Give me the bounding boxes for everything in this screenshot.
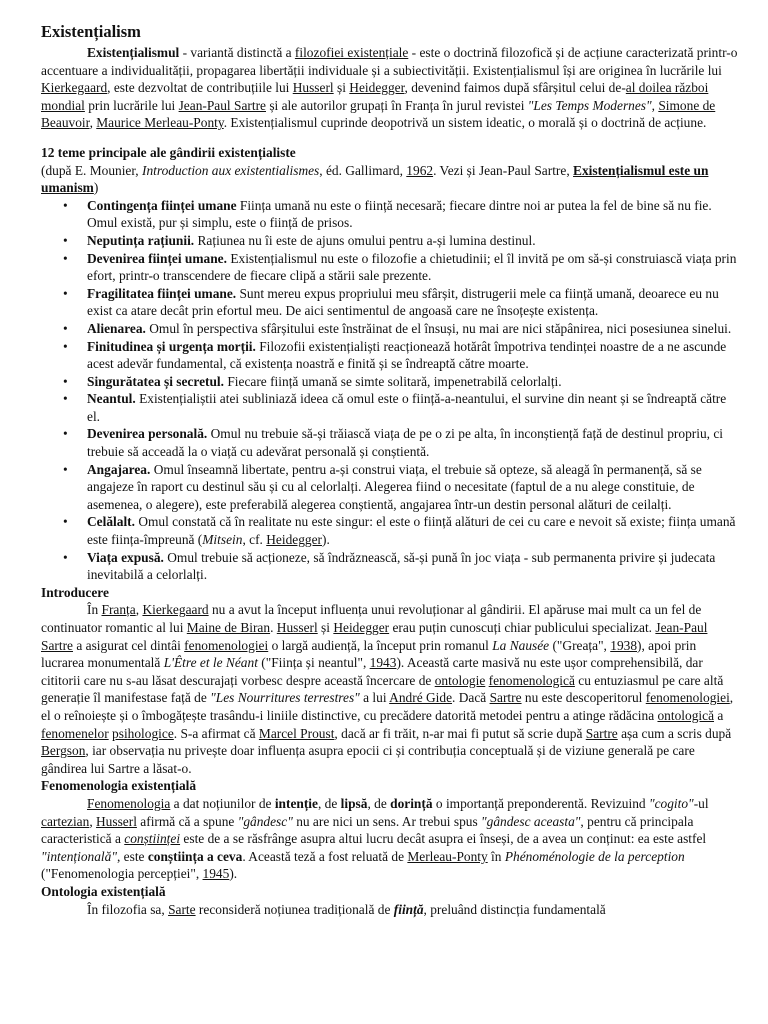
link-sartre[interactable]: Sartre	[585, 725, 618, 741]
term-bold: Existențialismul	[87, 45, 180, 60]
link-sartre[interactable]: Sartre	[489, 690, 522, 706]
intro-paragraph	[41, 44, 738, 132]
item-text: Existențialismul nu este o filozofie a chietudinii; el îl invită pe om să-și construiască viața prin efort, printr-o transcendere de fiecare clipă a stării sale prezente.	[87, 250, 737, 284]
link-ontologica[interactable]: ontologică	[657, 707, 715, 723]
themes-source	[41, 162, 738, 197]
item-text: Sunt mereu expus propriului meu sfârșit, distrugerii mele ca ființă umană, deoarece eu nu exist ca atare decât prin efortul meu. De aici sentimentul de angoasă care ne însoțește existența.	[87, 285, 719, 319]
text: nu este descoperitorul	[521, 690, 646, 706]
text: , iar observația nu privește doar influența asupra epocii ci și contribuția conceptuală și de viziune generală pe care gândirea lui Sartre a lăsat-o.	[41, 743, 695, 776]
text: erau puțin cunoscuți chiar publicului specializat.	[389, 620, 656, 635]
list-item	[87, 320, 738, 338]
themes-heading: 12 teme principale ale gândirii existențialiste	[41, 144, 296, 160]
list-item	[87, 461, 738, 514]
text: nu are nici un sens. Ar trebui spus	[292, 813, 482, 829]
link-franta[interactable]: Franța	[101, 602, 136, 618]
item-title: Devenirea personală.	[87, 426, 208, 442]
list-item	[87, 373, 738, 391]
link-andre-gide[interactable]: André Gide	[389, 690, 453, 706]
text: ,	[89, 813, 97, 829]
link-1943[interactable]: 1943	[369, 655, 397, 671]
item-title: Contingența ființei umane	[87, 197, 237, 213]
ontologia-paragraph	[41, 901, 738, 919]
text: (după E. Mounier,	[41, 162, 142, 178]
ontologia-heading: Ontologia existențială	[41, 883, 166, 899]
text: cu entuziasmul pe care altă generație îl manifestase față de	[41, 672, 724, 706]
item-text: Omul constată că în realitate nu este singur: el este o ființă alături de cei cu care e nevoit să existe; ființa umană este ființa-împreună (	[87, 514, 736, 548]
text: , éd. Gallimard,	[319, 162, 407, 178]
book-title: Introduction aux existentialismes	[142, 162, 320, 178]
link-heidegger[interactable]: Heidegger	[333, 620, 390, 635]
link-merleau-ponty[interactable]: Merleau-Ponty	[407, 848, 488, 864]
link-ontologie[interactable]: ontologie	[434, 672, 486, 688]
item-title: Neantul.	[87, 391, 136, 407]
item-text: Rațiunea nu îi este de ajuns omului pentru a-și lumina destinul.	[194, 232, 536, 248]
link-fenomenologia[interactable]: Fenomenologia	[87, 795, 171, 811]
text: a asigurat cel dintâi	[72, 637, 185, 653]
link-sartre[interactable]: Jean-Paul Sartre	[41, 620, 708, 653]
book-title: L'Être et le Néant	[163, 655, 258, 671]
text: )	[93, 180, 99, 196]
term-bold: lipsă	[340, 795, 368, 811]
journal-title: "Les Temps Modernes"	[527, 97, 652, 113]
text: ("Fenomenologia percepției",	[41, 866, 203, 882]
text: , devenind faimos după sfârșitul celui de-	[404, 80, 626, 96]
item-title: Fragilitatea ființei umane.	[87, 285, 237, 301]
text: o importanță preponderentă. Revizuind	[432, 795, 649, 811]
text: , el o reînoiește și o îmbogățește trasându-i liniile distinctive, cu precădere datorită metodei pentru a atinge rădăcina	[41, 690, 734, 723]
text: și ale autorilor grupați în Franța în jurul revistei	[265, 97, 528, 113]
link-constiintei[interactable]: conștiinței	[124, 831, 181, 847]
link-merleau-ponty[interactable]: Maurice Merleau-Ponty	[96, 115, 224, 131]
text: - este o doctrină filozofică și de acțiune caracterizată printr-o accentuare a individualității, propagarea libertății individuale și a subiectivității. Existențialismul își are originea în lucrările lui	[41, 45, 738, 78]
text: ("Greața",	[549, 637, 611, 653]
term-bold: conștiința a ceva	[147, 848, 243, 864]
text: - variantă distinctă a	[179, 45, 295, 60]
book-title: Phénoménologie de la perception	[504, 848, 685, 864]
item-text: Fiecare ființă umană se simte solitară, impenetrabilă celorlalți.	[224, 373, 562, 389]
list-item	[87, 390, 738, 425]
item-title: Angajarea.	[87, 461, 151, 477]
link-existentialism-humanism[interactable]: Existențialismul este un umanism	[41, 162, 709, 196]
link-fenomenelor[interactable]: fenomenelor	[41, 725, 109, 741]
fenomenologia-heading: Fenomenologia existențială	[41, 778, 197, 794]
text: . Această teză a fost reluată de	[242, 848, 408, 864]
text: . S-a afirmat că	[173, 725, 259, 741]
list-item	[87, 232, 738, 250]
text: În	[87, 602, 102, 618]
term-bold-italic: ființă	[393, 901, 424, 917]
text: așa cum a scris după	[617, 725, 732, 741]
item-text: Omul în perspectiva sfârșitului este înstrăinat de el însuși, nu mai are nici stăpânirea, nici posesiunea sinelui.	[145, 320, 732, 336]
introducere-heading: Introducere	[41, 584, 109, 600]
themes-list	[41, 197, 738, 584]
text: a dat noțiunilor de	[170, 795, 275, 811]
page-title: Existențialism	[41, 22, 141, 41]
text: nu a avut la început influența unui revoluționar al gândirii. El apăruse mai mult ca un fel de continuator romantic al lui	[41, 602, 702, 635]
link-1945[interactable]: 1945	[202, 866, 230, 882]
item-text: Existențialiștii atei subliniază ideea că omul este o ființă-a-neantului, el survine din neant și se îndreaptă către el.	[87, 391, 727, 424]
item-title: Alienarea.	[87, 320, 146, 336]
text: și	[333, 80, 350, 96]
link-1938[interactable]: 1938	[610, 637, 638, 653]
text: a	[714, 707, 724, 723]
text: este de a se răsfrânge asupra altui lucru decât asupra ei înseși, de a avea un conținut: ea este astfel	[180, 831, 707, 847]
text: . Dacă	[452, 690, 490, 706]
list-item	[87, 549, 738, 584]
term-italic: "gândesc aceasta"	[481, 813, 581, 829]
text: , pentru că principala caracteristică a	[41, 813, 694, 847]
term-italic: "cogito"	[648, 795, 694, 811]
text: ).	[229, 866, 238, 882]
link-bergson[interactable]: Bergson	[41, 743, 86, 759]
list-item	[87, 425, 738, 460]
link-marcel-proust[interactable]: Marcel Proust	[258, 725, 335, 741]
book-title: "Les Nourritures terrestres"	[210, 690, 360, 706]
item-title: Devenirea ființei umane.	[87, 250, 227, 266]
link-1962[interactable]: 1962	[406, 162, 434, 178]
book-title: La Nausée	[492, 637, 550, 653]
link-sarte[interactable]: Sarte	[168, 901, 196, 917]
text: . Vezi și Jean-Paul Sartre,	[433, 162, 574, 178]
link-sartre[interactable]: Jean-Paul Sartre	[178, 97, 266, 113]
text: În filozofia sa,	[87, 901, 169, 917]
text: . Existențialismul cuprinde deopotrivă un sistem ideatic, o morală și o doctrină de acțiune.	[223, 115, 707, 131]
term-italic: "intențională"	[41, 848, 117, 864]
link-fenomenologiei[interactable]: fenomenologiei	[645, 690, 730, 706]
introducere-paragraph	[41, 601, 738, 777]
text: reconsideră noțiunea tradițională de	[195, 901, 394, 917]
text: ), apoi prin lucrarea monumentală	[41, 637, 697, 671]
item-title: Singurătatea și secretul.	[87, 373, 224, 389]
link-war[interactable]: al doilea război mondial	[41, 80, 709, 113]
text: o largă audiență, la început prin romanul	[268, 637, 493, 653]
text: .	[270, 620, 277, 635]
item-title: Celălalt.	[87, 514, 135, 530]
item-title: Viața expusă.	[87, 549, 164, 565]
link-beauvoir[interactable]: Simone de Beauvoir	[41, 97, 716, 131]
link-fenomenologiei[interactable]: fenomenologiei	[184, 637, 269, 653]
text: și	[317, 620, 334, 635]
text: , dacă ar fi trăit, n-ar mai fi putut să scrie după	[334, 725, 586, 741]
link-kierkegaard[interactable]: Kierkegaard	[41, 80, 108, 96]
link-kierkegaard[interactable]: Kierkegaard	[142, 602, 209, 618]
text: , de	[317, 795, 341, 811]
list-item	[87, 197, 738, 232]
text: ). Această carte masivă nu este ușor comprehensibilă, dar cititorii care nu s-au lăsat descurajați vorbesc despre această încercare de	[41, 655, 703, 688]
item-title: Finitudinea și urgența morții.	[87, 338, 256, 354]
link-fenomenologica[interactable]: fenomenologică	[488, 672, 575, 688]
text: a lui	[359, 690, 390, 706]
text: prin lucrările lui	[84, 97, 179, 113]
item-text: Omul înseamnă libertate, pentru a-și construi viața, el trebuie să opteze, să aleagă în permanență, să se angajeze în raport cu destinul său și cu al celorlalți. Alegerea fiind o necesitate (faptul de a nu alege constituie, de asemenea, o alegere), este preferabilă alegerea conștientă, angajarea într-un destin personal alături de ceilalți.	[87, 461, 702, 512]
link-husserl[interactable]: Husserl	[276, 620, 318, 635]
text: ,	[89, 115, 97, 131]
fenomenologia-paragraph	[41, 795, 738, 883]
link-psihologice[interactable]: psihologice	[112, 725, 174, 741]
link-husserl[interactable]: Husserl	[96, 813, 137, 829]
item-text: ).	[322, 532, 330, 548]
link-maine-de-biran[interactable]: Maine de Biran	[186, 620, 271, 635]
item-text: Ființa umană nu este o ființă necesară; fiecare dintre noi ar putea la fel de bine să nu fie. Omul există, pur și simplu, este o ființă de prisos.	[87, 197, 712, 231]
text: -ul	[693, 795, 709, 811]
term-bold: intenție	[274, 795, 318, 811]
link-cartezian[interactable]: cartezian	[41, 813, 90, 829]
text: , de	[367, 795, 391, 811]
term-bold: dorință	[390, 795, 433, 811]
term-italic: Mitsein	[202, 532, 243, 548]
link-heidegger[interactable]: Heidegger	[266, 532, 323, 548]
text: afirmă că a spune	[136, 813, 238, 829]
spacer	[41, 132, 738, 144]
text: în	[487, 848, 505, 864]
link-husserl[interactable]: Husserl	[292, 80, 334, 96]
list-item	[87, 250, 738, 285]
link-heidegger[interactable]: Heidegger	[349, 80, 405, 96]
text: ("Ființa și neantul",	[257, 655, 370, 671]
term-italic: "gândesc"	[237, 813, 293, 829]
item-title: Neputința rațiunii.	[87, 232, 195, 248]
list-item	[87, 338, 738, 373]
list-item	[87, 285, 738, 320]
link-filozofiei-existentiale[interactable]: filozofiei existențiale	[294, 45, 409, 60]
text: , este	[116, 848, 148, 864]
item-text: , cf.	[242, 532, 267, 548]
list-item	[87, 513, 738, 548]
text: , este dezvoltat de contribuțiile lui	[107, 80, 293, 96]
item-text: Filozofii existențialiști reacționează hotărât împotriva tendinței noastre de a ne ascunde acest adevăr fundamental, că existența noastră e finită și se îndreaptă către moarte.	[87, 338, 727, 372]
item-text: Omul nu trebuie să-și trăiască viața de pe o zi pe alta, în inconștiență față de destinul propriu, ci trebuie să acceadă la o viață cu adevărat personală și conștientă.	[87, 426, 724, 460]
text: ,	[135, 602, 143, 618]
text: ,	[651, 97, 659, 113]
item-text: Omul trebuie să acționeze, să îndrăznească, să-și pună în joc viața - sub permanenta privire și judecata inevitabilă a celorlalți.	[87, 549, 716, 583]
text: , preluând distincția fundamentală	[423, 901, 606, 917]
